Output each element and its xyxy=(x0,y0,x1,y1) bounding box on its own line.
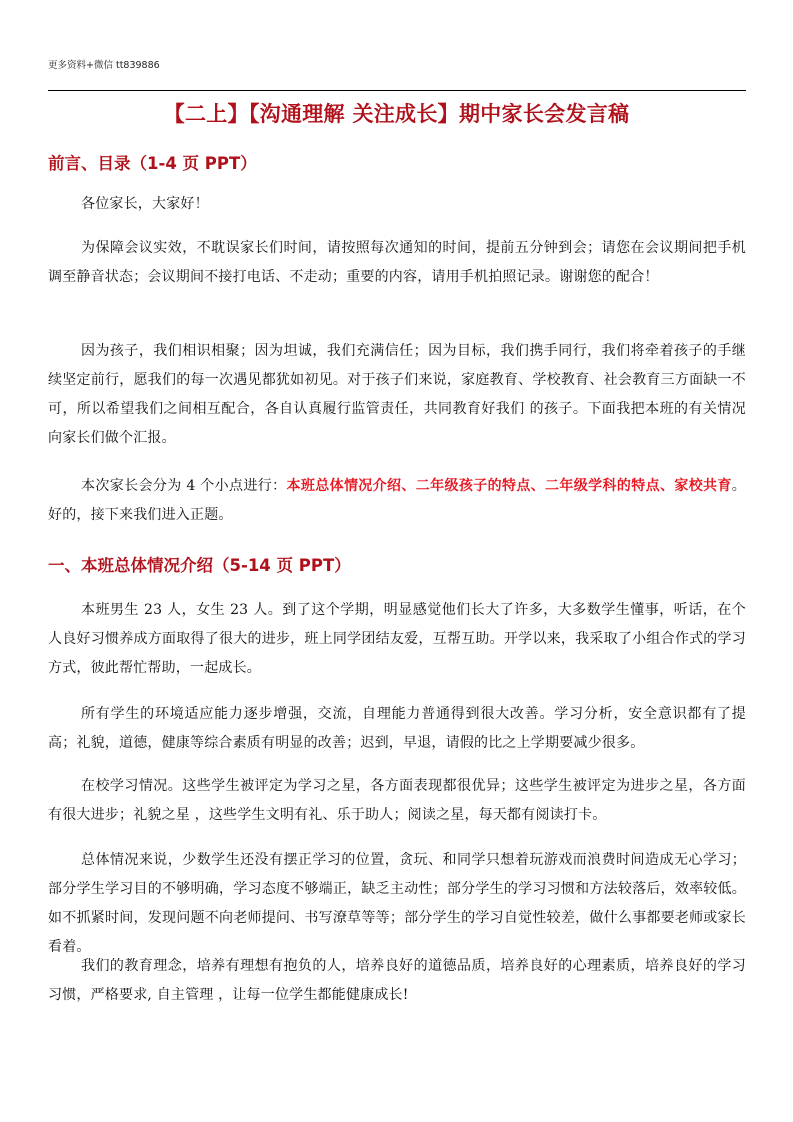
paragraph-introduction: 因为孩子，我们相识相聚；因为坦诚，我们充满信任；因为目标，我们携手同行，我们将牵着孩子的手继续坚定前行，愿我们的每一次遇见都犹如初见。对于孩子们来说，家庭教育、学校教育、社会教育三方面缺一不可，所以希望我们之间相互配合，各自认真履行监管责任，共同教育好我们 的孩子。下面我把本班的有关情况向家长们做个汇报。 xyxy=(48,343,746,446)
header-note: 更多资料+微信 tt839886 xyxy=(48,60,160,71)
paragraph-adaptability: 所有学生的环境适应能力逐步增强，交流，自理能力普通得到很大改善。学习分析，安全意识都有了提高；礼貌，道德，健康等综合素质有明显的改善；迟到，早退，请假的比之上学期要减少很多。 xyxy=(48,706,746,751)
paragraph-agenda xyxy=(48,472,746,530)
paragraph-meeting-rules: 为保障会议实效，不耽误家长们时间，请按照每次通知的时间，提前五分钟到会；请您在会议期间把手机调至静音状态；会议期间不接打电话、不走动；重要的内容，请用手机拍照记录。谢谢您的配合！ xyxy=(48,240,746,285)
paragraph-school-stars: 在校学习情况。这些学生被评定为学习之星，各方面表现都很优异；这些学生被评定为进步之星，各方面有很大进步；礼貌之星 ，这些学生文明有礼、乐于助人；阅读之星，每天都有阅读打卡。 xyxy=(48,778,746,823)
paragraph-class-size: 本班男生 23 人，女生 23 人。到了这个学期，明显感觉他们长大了许多，大多数学生懂事，听话，在个人良好习惯养成方面取得了很大的进步，班上同学团结友爱，互帮互助。开学以来，我采取了小组合作式的学习方式，彼此帮忙帮助，一起成长。 xyxy=(48,602,746,676)
agenda-lead: 本次家长会分为 4 个小点进行： xyxy=(81,478,287,494)
paragraph-education-philosophy: 我们的教育理念，培养有理想有抱负的人，培养良好的道德品质，培养良好的心理素质，培养良好的学习习惯，严格要求, 自主管理 ，让每一位学生都能健康成长! xyxy=(48,958,746,1003)
section-heading-class-overview: 一、本班总体情况介绍（5-14 页 PPT） xyxy=(48,556,351,575)
paragraph-greeting: 各位家长，大家好！ xyxy=(81,196,209,212)
agenda-tail: 。好的，接下来我们进入正题。 xyxy=(48,478,746,523)
section-heading-preface: 前言、目录（1-4 页 PPT） xyxy=(48,154,257,173)
header-divider xyxy=(48,90,746,91)
paragraph-problems: 总体情况来说，少数学生还没有摆正学习的位置，贪玩、和同学只想着玩游戏而浪费时间造成无心学习；部分学生学习目的不够明确，学习态度不够端正，缺乏主动性；部分学生的学习习惯和方法较落后，效率较低。如不抓紧时间，发现问题不向老师提问、书写潦草等等；部分学生的学习自觉性较差，做什么事都要老师或家长看着。 xyxy=(48,852,746,955)
agenda-topics-highlight: 本班总体情况介绍、二年级孩子的特点、二年级学科的特点、家校共育 xyxy=(286,478,732,494)
document-title: 【二上】【沟通理解 关注成长】期中家长会发言稿 xyxy=(163,102,630,126)
